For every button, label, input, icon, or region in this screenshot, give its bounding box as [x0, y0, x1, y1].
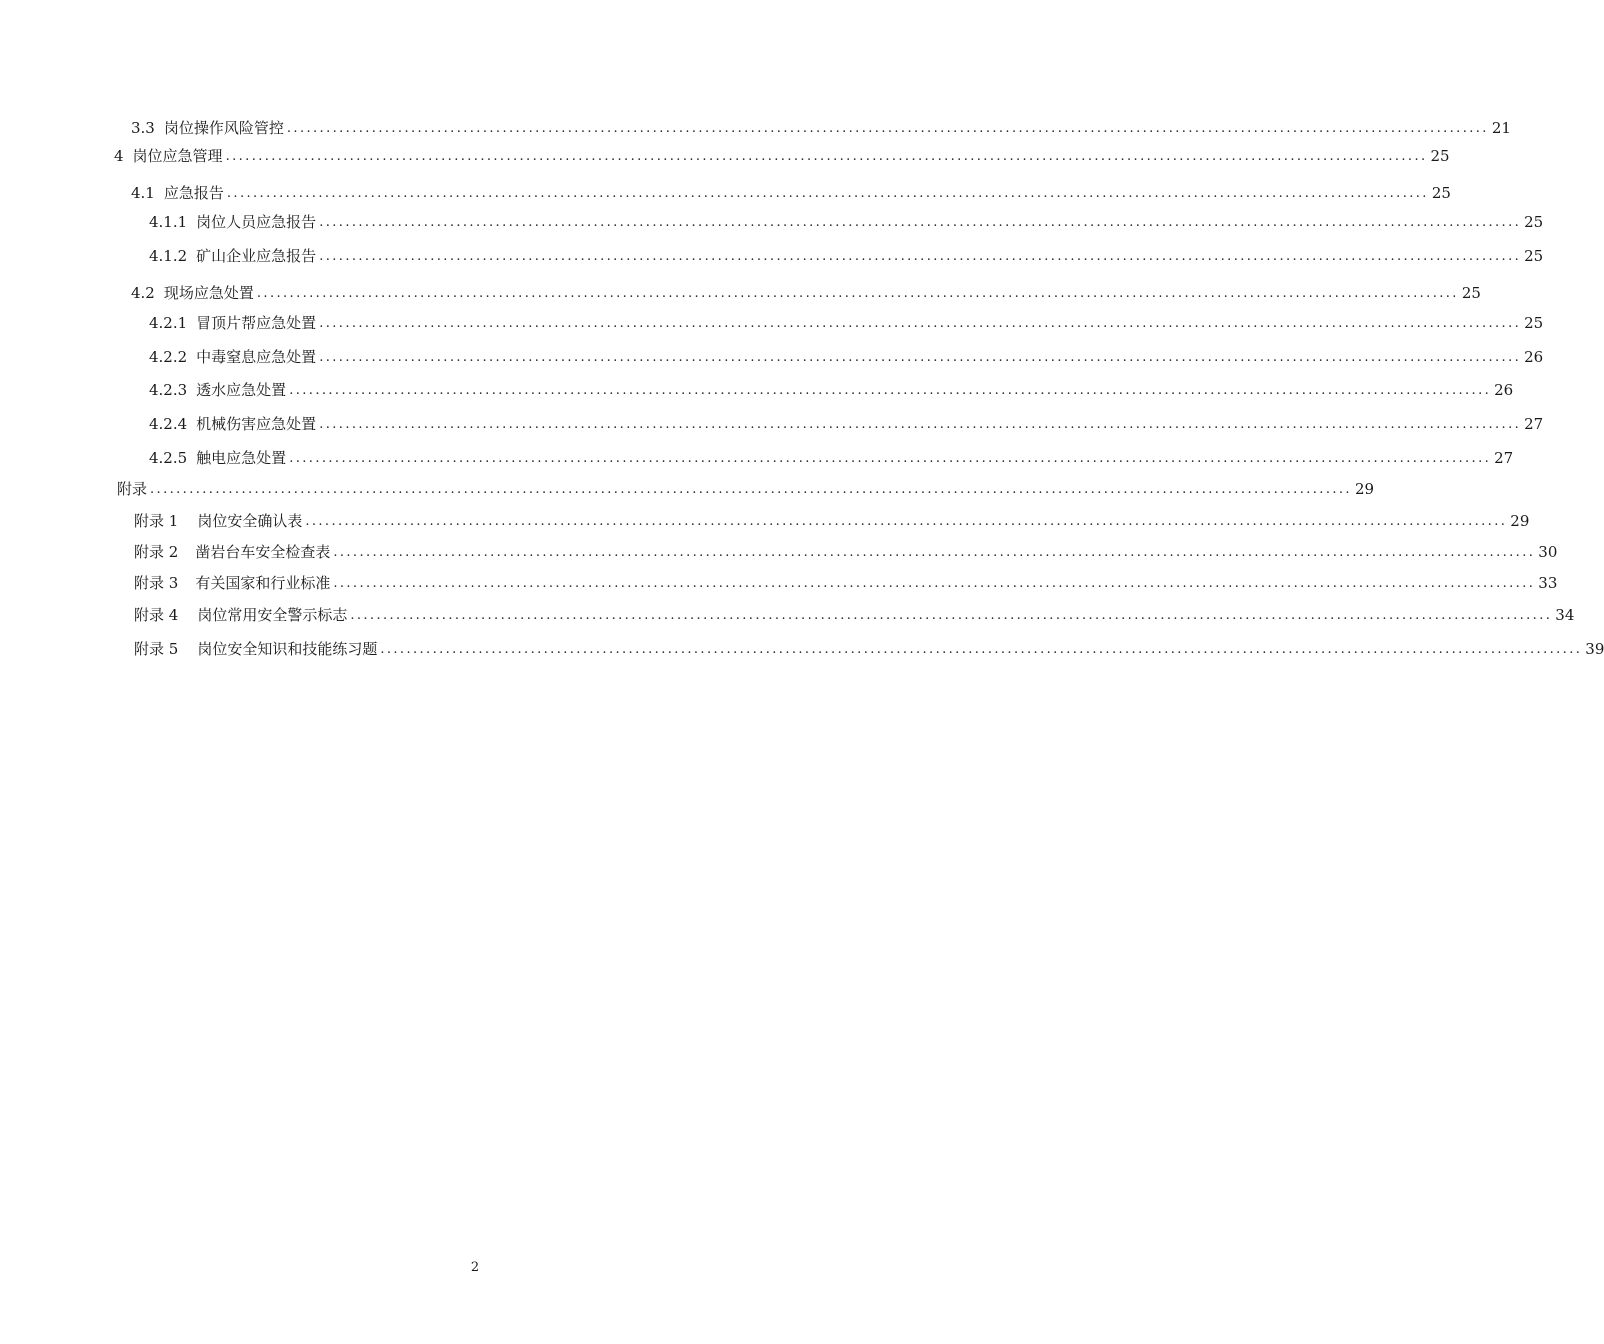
toc-entry-title: 岗位安全知识和技能练习题	[197, 640, 378, 658]
toc-leader-dots: ........................................................................................................................................................................................	[286, 121, 1489, 136]
toc-entry[interactable]	[134, 638, 1604, 660]
toc-entry-number: 4.2.1	[149, 314, 188, 332]
toc-entry-title: 岗位人员应急报告	[196, 213, 317, 231]
toc-entry-number: 4.2.2	[149, 348, 188, 366]
toc-entry-page: 26	[1494, 381, 1514, 399]
toc-entry-number: 4.1.1	[149, 213, 188, 231]
toc-entry-number: 4.2.4	[149, 415, 188, 433]
toc-entry-number: 附录 1	[134, 512, 179, 530]
toc-entry[interactable]	[134, 510, 1530, 532]
toc-entry-number: 附录 2	[134, 543, 179, 561]
toc-entry[interactable]	[149, 346, 1544, 368]
toc-entry-number: 附录 3	[134, 574, 179, 592]
toc-leader-dots: ........................................................................................................................................................................................	[305, 514, 1508, 529]
toc-entry-page: 25	[1431, 184, 1451, 202]
toc-entry-title: 岗位应急管理	[132, 147, 223, 165]
toc-entry[interactable]	[149, 413, 1544, 435]
toc-entry-page: 25	[1524, 247, 1544, 265]
toc-entry-page: 27	[1524, 415, 1544, 433]
toc-entry-number: 4.2	[131, 284, 155, 302]
toc-leader-dots: ........................................................................................................................................................................................	[319, 215, 1522, 230]
toc-entry[interactable]	[149, 245, 1544, 267]
toc-entry[interactable]	[131, 182, 1451, 204]
toc-entry-title: 附录	[117, 480, 148, 498]
toc-entry-number: 4.1	[131, 184, 155, 202]
toc-leader-dots: ........................................................................................................................................................................................	[319, 316, 1522, 331]
toc-entry-number: 4.2.3	[149, 381, 188, 399]
toc-entry-title: 应急报告	[163, 184, 224, 202]
toc-entry-title: 岗位操作风险管控	[163, 119, 284, 137]
toc-leader-dots: ........................................................................................................................................................................................	[150, 482, 1352, 497]
toc-entry-title: 岗位常用安全警示标志	[197, 606, 348, 624]
toc-entry-title: 矿山企业应急报告	[196, 247, 317, 265]
toc-entry-page: 25	[1430, 147, 1450, 165]
toc-entry-title: 触电应急处置	[196, 449, 287, 467]
toc-entry[interactable]	[131, 117, 1511, 139]
toc-entry[interactable]	[134, 541, 1558, 563]
toc-leader-dots: ........................................................................................................................................................................................	[225, 149, 1428, 164]
toc-entry-title: 现场应急处置	[163, 284, 254, 302]
toc-leader-dots: ........................................................................................................................................................................................	[380, 642, 1583, 657]
page-number: 2	[470, 1260, 480, 1275]
toc-entry[interactable]	[114, 145, 1450, 167]
toc-entry-title: 透水应急处置	[196, 381, 287, 399]
toc-entry-number: 附录 4	[134, 606, 179, 624]
toc-entry[interactable]	[149, 211, 1544, 233]
toc-entry-page: 25	[1524, 213, 1544, 231]
toc-leader-dots: ........................................................................................................................................................................................	[350, 608, 1553, 623]
toc-entry-title: 冒顶片帮应急处置	[196, 314, 317, 332]
toc-leader-dots: ........................................................................................................................................................................................	[319, 417, 1522, 432]
toc-entry-page: 34	[1555, 606, 1575, 624]
toc-leader-dots: ........................................................................................................................................................................................	[226, 186, 1429, 201]
toc-entry-title: 机械伤害应急处置	[196, 415, 317, 433]
toc-entry-page: 33	[1538, 574, 1558, 592]
toc-entry-page: 25	[1461, 284, 1481, 302]
toc-entry-page: 26	[1524, 348, 1544, 366]
toc-entry-page: 21	[1491, 119, 1511, 137]
toc-leader-dots: ........................................................................................................................................................................................	[289, 383, 1492, 398]
toc-entry[interactable]	[149, 312, 1544, 334]
toc-entry-page: 29	[1510, 512, 1530, 530]
toc-leader-dots: ........................................................................................................................................................................................	[319, 249, 1522, 264]
toc-entry-title: 岗位安全确认表	[197, 512, 303, 530]
toc-entry[interactable]	[131, 282, 1481, 304]
toc-entry-number: 附录 5	[134, 640, 179, 658]
toc-entry-title: 有关国家和行业标准	[195, 574, 331, 592]
toc-leader-dots: ........................................................................................................................................................................................	[333, 576, 1536, 591]
toc-entry-page: 30	[1538, 543, 1558, 561]
toc-entry-page: 29	[1354, 480, 1375, 498]
toc-leader-dots: ........................................................................................................................................................................................	[289, 451, 1492, 466]
toc-leader-dots: ........................................................................................................................................................................................	[333, 545, 1536, 560]
toc-entry[interactable]	[134, 604, 1575, 626]
toc-entry-number: 4.1.2	[149, 247, 188, 265]
toc-entry-page: 25	[1524, 314, 1544, 332]
toc-entry[interactable]	[134, 572, 1558, 594]
toc-entry[interactable]	[149, 447, 1514, 469]
toc-entry-title: 中毒窒息应急处置	[196, 348, 317, 366]
toc-leader-dots: ........................................................................................................................................................................................	[256, 286, 1459, 301]
toc-leader-dots: ........................................................................................................................................................................................	[319, 350, 1522, 365]
toc-entry-number: 4	[114, 147, 124, 165]
toc-entry-title: 凿岩台车安全检查表	[195, 543, 331, 561]
toc-entry[interactable]	[117, 478, 1375, 500]
toc-entry[interactable]	[149, 379, 1514, 401]
toc-entry-number: 4.2.5	[149, 449, 188, 467]
toc-entry-page: 27	[1494, 449, 1514, 467]
toc-entry-page: 39	[1585, 640, 1604, 658]
toc-entry-number: 3.3	[131, 119, 155, 137]
